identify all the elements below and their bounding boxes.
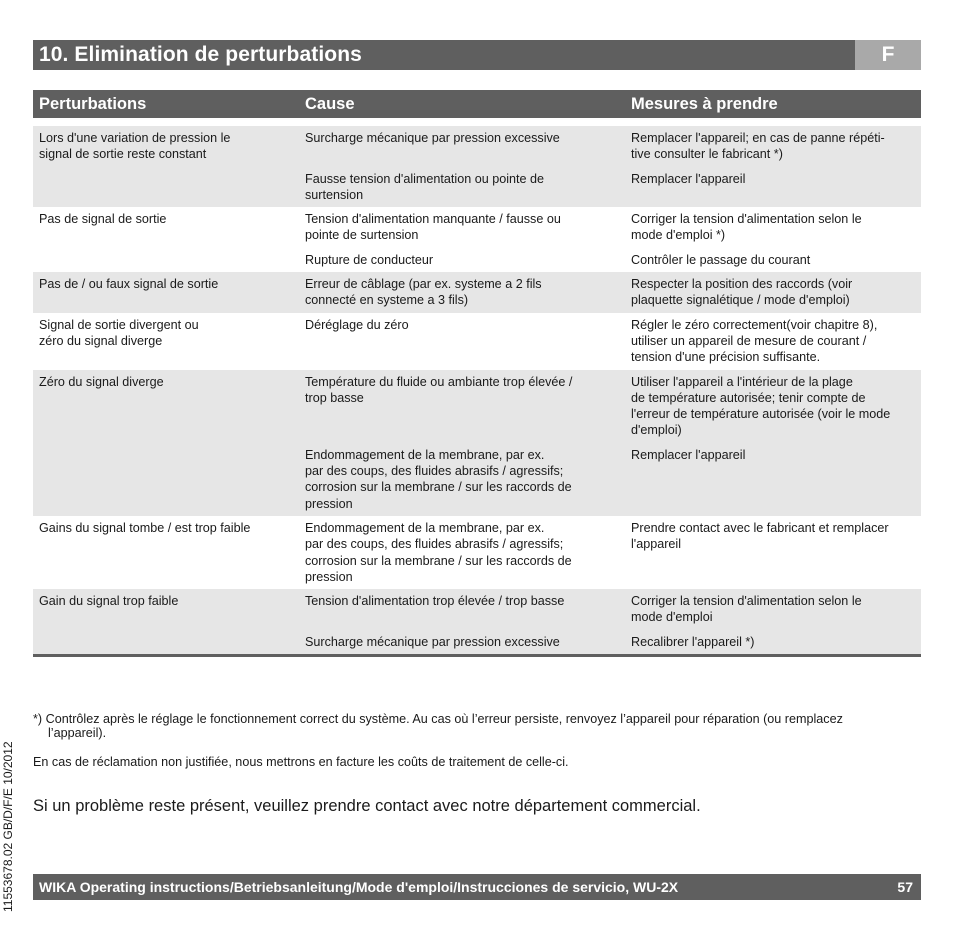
cell-cause	[299, 589, 625, 630]
cell-text-line: trop basse	[305, 390, 364, 405]
cell-text-line: corrosion sur la membrane / sur les raccords de	[305, 553, 572, 568]
cell-cause	[299, 272, 625, 313]
cell-cause	[299, 126, 625, 167]
asterisk-note	[33, 712, 923, 740]
cell-perturbation	[33, 370, 299, 443]
cell-text-line: Remplacer l'appareil	[631, 447, 746, 462]
cell-mesure	[625, 313, 921, 370]
table-row	[33, 272, 921, 313]
cell-text-line: Pas de signal de sortie	[39, 212, 167, 227]
column-header-perturbations: Perturbations	[33, 90, 299, 118]
cell-perturbation	[33, 313, 299, 370]
cell-text-line: pointe de surtension	[305, 228, 419, 243]
table-row	[33, 589, 921, 630]
table-body	[33, 126, 921, 656]
cell-cause	[299, 630, 625, 656]
cell-cause	[299, 443, 625, 516]
cell-text-line: Signal de sortie divergent ou	[39, 317, 199, 332]
cell-text-line: l'appareil	[631, 537, 682, 552]
cell-perturbation	[33, 443, 299, 516]
cell-mesure	[625, 443, 921, 516]
cell-text-line: Contrôler le passage du courant	[631, 252, 811, 267]
table-row	[33, 126, 921, 167]
cell-text-line: surtension	[305, 187, 364, 202]
cell-text-line: mode d'emploi *)	[631, 228, 726, 243]
cell-text-line: Endommagement de la membrane, par ex.	[305, 447, 545, 462]
cell-mesure	[625, 207, 921, 248]
cell-text-line: Gain du signal trop faible	[39, 594, 179, 609]
cell-cause	[299, 516, 625, 589]
cell-text-line: pression	[305, 496, 353, 511]
table-row	[33, 313, 921, 370]
table-row	[33, 167, 921, 208]
column-header-cause: Cause	[299, 90, 625, 118]
column-header-mesures: Mesures à prendre	[625, 90, 921, 118]
footer-text: WIKA Operating instructions/Betriebsanleitung/Mode d'emploi/Instrucciones de servicio, WU-2X	[39, 879, 679, 895]
cell-mesure	[625, 167, 921, 208]
cell-text-line: Zéro du signal diverge	[39, 374, 164, 389]
section-header	[33, 40, 921, 70]
cell-cause	[299, 207, 625, 248]
cell-mesure	[625, 370, 921, 443]
cell-mesure	[625, 126, 921, 167]
cell-cause	[299, 370, 625, 443]
cell-cause	[299, 248, 625, 272]
cell-text-line: par des coups, des fluides abrasifs / agressifs;	[305, 537, 564, 552]
page-number: 57	[897, 879, 913, 895]
cell-mesure	[625, 630, 921, 656]
cell-text-line: Corriger la tension d'alimentation selon le	[631, 212, 862, 227]
cell-cause	[299, 313, 625, 370]
cell-text-line: par des coups, des fluides abrasifs / agressifs;	[305, 464, 564, 479]
cell-text-line: signal de sortie reste constant	[39, 147, 207, 162]
cell-text-line: Endommagement de la membrane, par ex.	[305, 520, 545, 535]
cell-text-line: utiliser un appareil de mesure de courant /	[631, 333, 867, 348]
troubleshooting-table	[33, 90, 921, 657]
cell-text-line: zéro du signal diverge	[39, 333, 163, 348]
cell-text-line: Surcharge mécanique par pression excessive	[305, 131, 560, 145]
cell-text-line: Fausse tension d'alimentation ou pointe de	[305, 171, 545, 186]
table-row	[33, 248, 921, 272]
cell-perturbation	[33, 248, 299, 272]
cell-text-line: Utiliser l'appareil a l'intérieur de la plage	[631, 374, 853, 389]
cell-text-line: l'erreur de température autorisée (voir le mode	[631, 407, 891, 422]
cell-text-line: Surcharge mécanique par pression excessive	[305, 634, 560, 649]
cell-text-line: Lors d'une variation de pression le	[39, 131, 231, 145]
document-code: 11553678.02 GB/D/F/E 10/2012	[1, 741, 15, 912]
cell-text-line: Température du fluide ou ambiante trop élevée /	[305, 374, 573, 389]
cell-mesure	[625, 272, 921, 313]
cell-mesure	[625, 589, 921, 630]
section-title: 10. Elimination de perturbations	[39, 43, 362, 66]
table-row	[33, 207, 921, 248]
asterisk-note-line1: *) Contrôlez après le réglage le fonctionnement correct du système. Au cas où l’erreur persiste, renvoyez l’appareil pour réparation (ou remplacez	[33, 712, 843, 726]
cell-text-line: Respecter la position des raccords (voir	[631, 277, 853, 292]
cell-text-line: Rupture de conducteur	[305, 252, 434, 267]
cell-text-line: de température autorisée; tenir compte de	[631, 390, 866, 405]
cell-text-line: plaquette signalétique / mode d'emploi)	[631, 293, 850, 308]
cell-text-line: tive consulter le fabricant *)	[631, 147, 783, 162]
language-tab: F	[855, 40, 921, 70]
cell-text-line: Tension d'alimentation trop élevée / trop basse	[305, 594, 565, 609]
table-row	[33, 630, 921, 656]
table-row	[33, 443, 921, 516]
cell-perturbation	[33, 126, 299, 167]
table-header-row	[33, 90, 921, 118]
cell-perturbation	[33, 272, 299, 313]
claim-note: En cas de réclamation non justifiée, nous mettrons en facture les coûts de traitement de celle-ci.	[33, 755, 569, 769]
cell-text-line: Prendre contact avec le fabricant et remplacer	[631, 520, 889, 535]
cell-perturbation	[33, 589, 299, 630]
cell-text-line: Recalibrer l'appareil *)	[631, 634, 755, 649]
cell-text-line: Tension d'alimentation manquante / fausse ou	[305, 212, 561, 227]
cell-perturbation	[33, 207, 299, 248]
table-row	[33, 516, 921, 589]
asterisk-note-line2: l’appareil).	[48, 726, 107, 740]
cell-text-line: Remplacer l'appareil	[631, 171, 746, 186]
cell-perturbation	[33, 167, 299, 208]
cell-perturbation	[33, 630, 299, 656]
cell-mesure	[625, 516, 921, 589]
cell-text-line: Régler le zéro correctement(voir chapitre 8),	[631, 317, 878, 332]
cell-text-line: Gains du signal tombe / est trop faible	[39, 520, 251, 535]
cell-text-line: Erreur de câblage (par ex. systeme a 2 fils	[305, 277, 542, 292]
cell-text-line: corrosion sur la membrane / sur les raccords de	[305, 480, 572, 495]
cell-mesure	[625, 248, 921, 272]
cell-text-line: mode d'emploi	[631, 610, 713, 625]
page-footer	[33, 874, 921, 900]
cell-perturbation	[33, 516, 299, 589]
contact-note: Si un problème reste présent, veuillez prendre contact avec notre département commercial.	[33, 797, 701, 815]
cell-text-line: pression	[305, 569, 353, 584]
cell-text-line: Déréglage du zéro	[305, 317, 409, 332]
table-row	[33, 370, 921, 443]
cell-text-line: connecté en systeme a 3 fils)	[305, 293, 469, 308]
cell-text-line: Pas de / ou faux signal de sortie	[39, 277, 219, 292]
cell-text-line: d'emploi)	[631, 423, 682, 438]
cell-text-line: tension d'une précision suffisante.	[631, 350, 821, 365]
cell-text-line: Corriger la tension d'alimentation selon le	[631, 594, 862, 609]
cell-text-line: Remplacer l'appareil; en cas de panne répéti-	[631, 131, 885, 145]
cell-cause	[299, 167, 625, 208]
